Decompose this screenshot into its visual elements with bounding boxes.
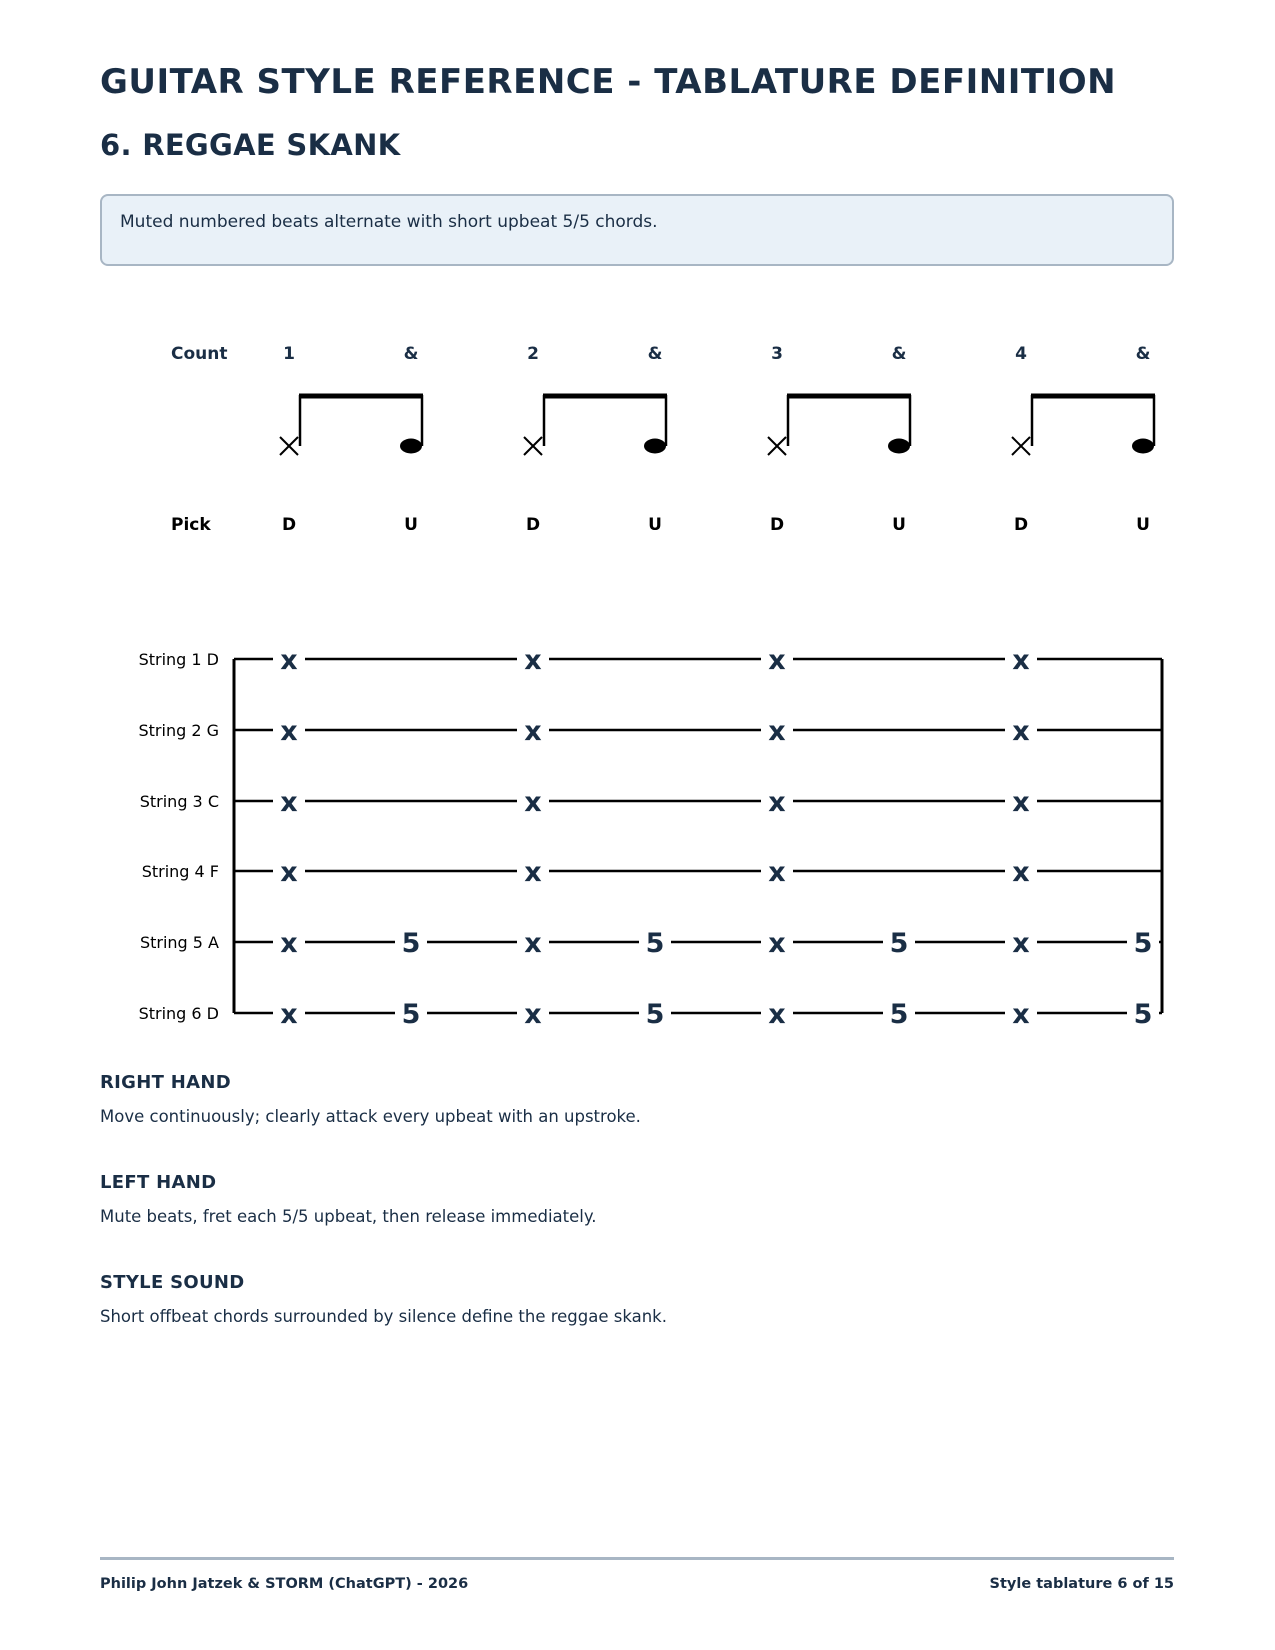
footer-divider xyxy=(100,1557,1174,1560)
tab-note-s5-2: 5 xyxy=(401,928,421,959)
footer-page-indicator: Style tablature 6 of 15 xyxy=(989,1576,1174,1592)
tab-note-s2-3: x xyxy=(524,716,542,747)
count-8: & xyxy=(1135,344,1151,364)
filled-notehead-8 xyxy=(1132,439,1154,454)
string-label-3: String 3 C xyxy=(139,792,219,811)
count-4: & xyxy=(647,344,663,364)
count-5: 3 xyxy=(771,344,783,364)
tab-note-s6-2: 5 xyxy=(401,999,421,1030)
tab-note-s2-7: x xyxy=(1012,716,1030,747)
footer-credit: Philip John Jatzek & STORM (ChatGPT) - 2026 xyxy=(100,1576,469,1592)
pick-label: Pick xyxy=(171,515,211,535)
right-hand-text: Move continuously; clearly attack every upbeat with an upstroke. xyxy=(100,1107,641,1126)
tab-note-s6-8: 5 xyxy=(1133,999,1153,1030)
tab-note-s6-1: x xyxy=(280,999,298,1030)
count-6: & xyxy=(891,344,907,364)
pick-5: D xyxy=(769,515,785,535)
tab-note-s1-7: x xyxy=(1012,645,1030,676)
pick-8: U xyxy=(1136,515,1150,535)
tab-note-s3-3: x xyxy=(524,787,542,818)
style-sound-text: Short offbeat chords surrounded by silence define the reggae skank. xyxy=(100,1307,667,1326)
rhythm-notation xyxy=(171,344,1155,535)
filled-notehead-2 xyxy=(400,439,422,454)
filled-notehead-4 xyxy=(644,439,666,454)
tab-note-s6-5: x xyxy=(768,999,786,1030)
tablature-staff xyxy=(139,645,1163,1030)
tab-note-s5-1: x xyxy=(280,928,298,959)
section-title: 6. REGGAE SKANK xyxy=(100,128,401,162)
tab-note-s4-3: x xyxy=(524,857,542,888)
tab-note-s1-1: x xyxy=(280,645,298,676)
tab-note-s5-6: 5 xyxy=(889,928,909,959)
tab-note-s6-3: x xyxy=(524,999,542,1030)
tab-note-s2-1: x xyxy=(280,716,298,747)
tab-note-s1-5: x xyxy=(768,645,786,676)
tab-note-s5-3: x xyxy=(524,928,542,959)
string-label-2: String 2 G xyxy=(138,721,219,740)
tab-note-s6-4: 5 xyxy=(645,999,665,1030)
tab-note-s6-6: 5 xyxy=(889,999,909,1030)
count-3: 2 xyxy=(527,344,539,364)
string-label-4: String 4 F xyxy=(141,862,219,881)
summary-text: Muted numbered beats alternate with short upbeat 5/5 chords. xyxy=(120,212,658,232)
string-label-6: String 6 D xyxy=(138,1004,219,1023)
count-1: 1 xyxy=(283,344,295,364)
right-hand-heading: RIGHT HAND xyxy=(100,1072,231,1093)
count-7: 4 xyxy=(1015,344,1027,364)
tab-note-s5-8: 5 xyxy=(1133,928,1153,959)
tab-note-s3-1: x xyxy=(280,787,298,818)
tab-note-s3-7: x xyxy=(1012,787,1030,818)
tab-note-s5-4: 5 xyxy=(645,928,665,959)
tab-note-s4-5: x xyxy=(768,857,786,888)
left-hand-heading: LEFT HAND xyxy=(100,1172,217,1193)
pick-1: D xyxy=(281,515,297,535)
pick-7: D xyxy=(1013,515,1029,535)
pick-4: U xyxy=(648,515,662,535)
count-label: Count xyxy=(171,344,228,364)
style-sound-heading: STYLE SOUND xyxy=(100,1272,245,1293)
count-2: & xyxy=(403,344,419,364)
string-label-5: String 5 A xyxy=(139,933,219,952)
pick-2: U xyxy=(404,515,418,535)
pick-3: D xyxy=(525,515,541,535)
document-title: GUITAR STYLE REFERENCE - TABLATURE DEFINITION xyxy=(100,62,1117,102)
filled-notehead-6 xyxy=(888,439,910,454)
tab-note-s3-5: x xyxy=(768,787,786,818)
tab-note-s5-5: x xyxy=(768,928,786,959)
notes-left-hand xyxy=(100,1172,1174,1226)
tab-note-s1-3: x xyxy=(524,645,542,676)
left-hand-text: Mute beats, fret each 5/5 upbeat, then release immediately. xyxy=(100,1207,597,1226)
tab-note-s6-7: x xyxy=(1012,999,1030,1030)
tab-note-s4-1: x xyxy=(280,857,298,888)
pick-6: U xyxy=(892,515,906,535)
notes-style-sound xyxy=(100,1272,1174,1326)
tab-note-s2-5: x xyxy=(768,716,786,747)
tab-note-s4-7: x xyxy=(1012,857,1030,888)
string-label-1: String 1 D xyxy=(138,650,219,669)
tab-note-s5-7: x xyxy=(1012,928,1030,959)
notes-right-hand xyxy=(100,1072,1174,1126)
